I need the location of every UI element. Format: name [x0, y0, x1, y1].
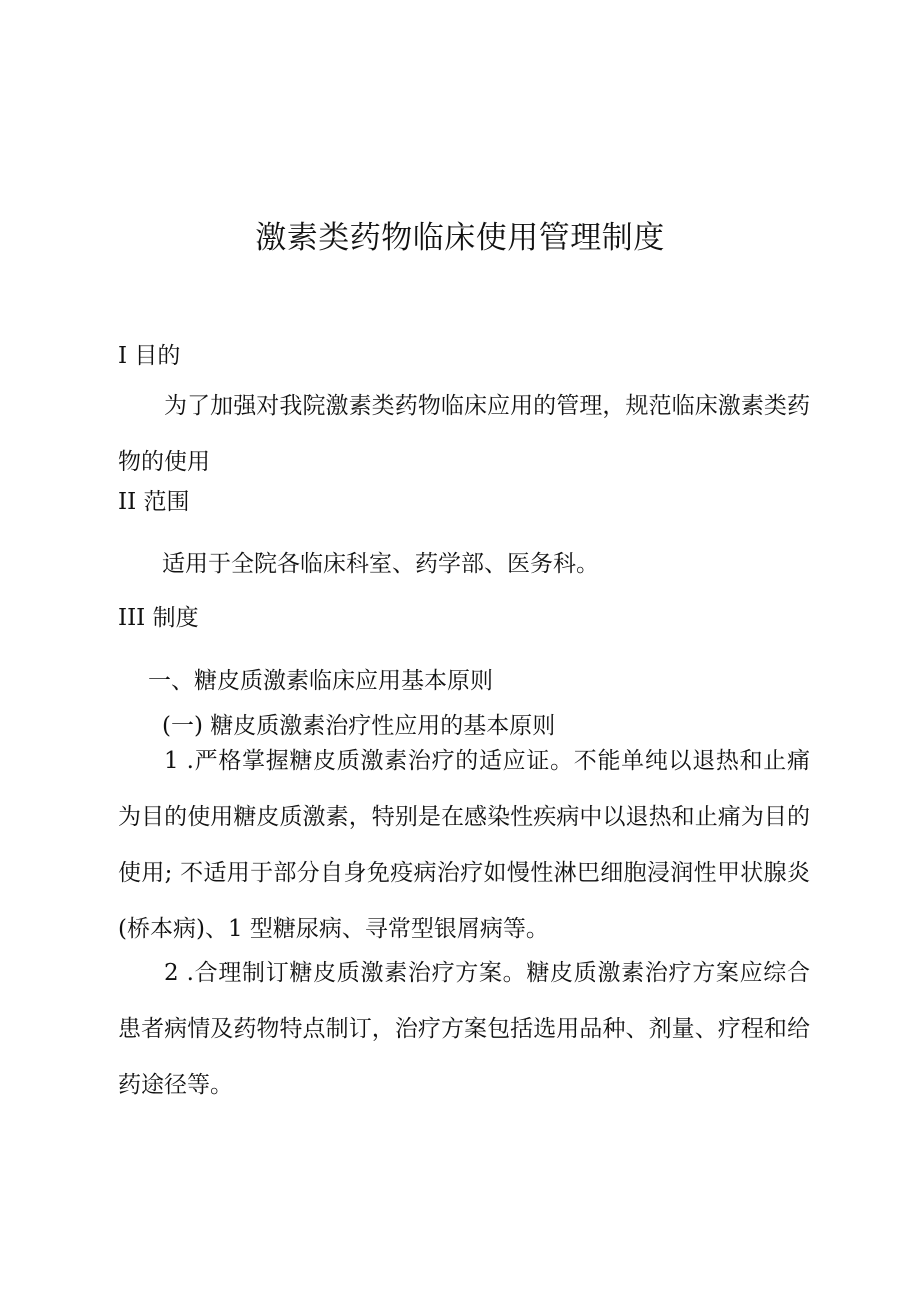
- policy-item-1: 1 .严格掌握糖皮质激素治疗的适应证。不能单纯以退热和止痛为目的使用糖皮质激素，特别是在感染性疾病中以退热和止痛为目的使用; 不适用于部分自身免疫病治疗如慢性淋巴细胞浸润性甲状腺炎(桥本病)、1 型糖尿病、寻常型银屑病等。: [118, 748, 810, 942]
- purpose-paragraph: 为了加强对我院激素类药物临床应用的管理，规范临床激素类药物的使用: [118, 393, 810, 475]
- policy-subheading: 一、糖皮质激素临床应用基本原则: [148, 668, 493, 694]
- section-heading-policy: III 制度: [118, 605, 199, 631]
- policy-subsubheading: (一) 糖皮质激素治疗性应用的基本原则: [162, 713, 556, 739]
- section-heading-scope: II 范围: [118, 489, 190, 515]
- policy-item-2: 2 .合理制订糖皮质激素治疗方案。糖皮质激素治疗方案应综合患者病情及药物特点制订，治疗方案包括选用品种、剂量、疗程和给药途径等。: [118, 960, 810, 1098]
- document-title: 激素类药物临床使用管理制度: [255, 220, 665, 256]
- section-heading-purpose: I 目的: [118, 343, 181, 369]
- scope-paragraph: 适用于全院各临床科室、药学部、医务科。: [162, 551, 599, 577]
